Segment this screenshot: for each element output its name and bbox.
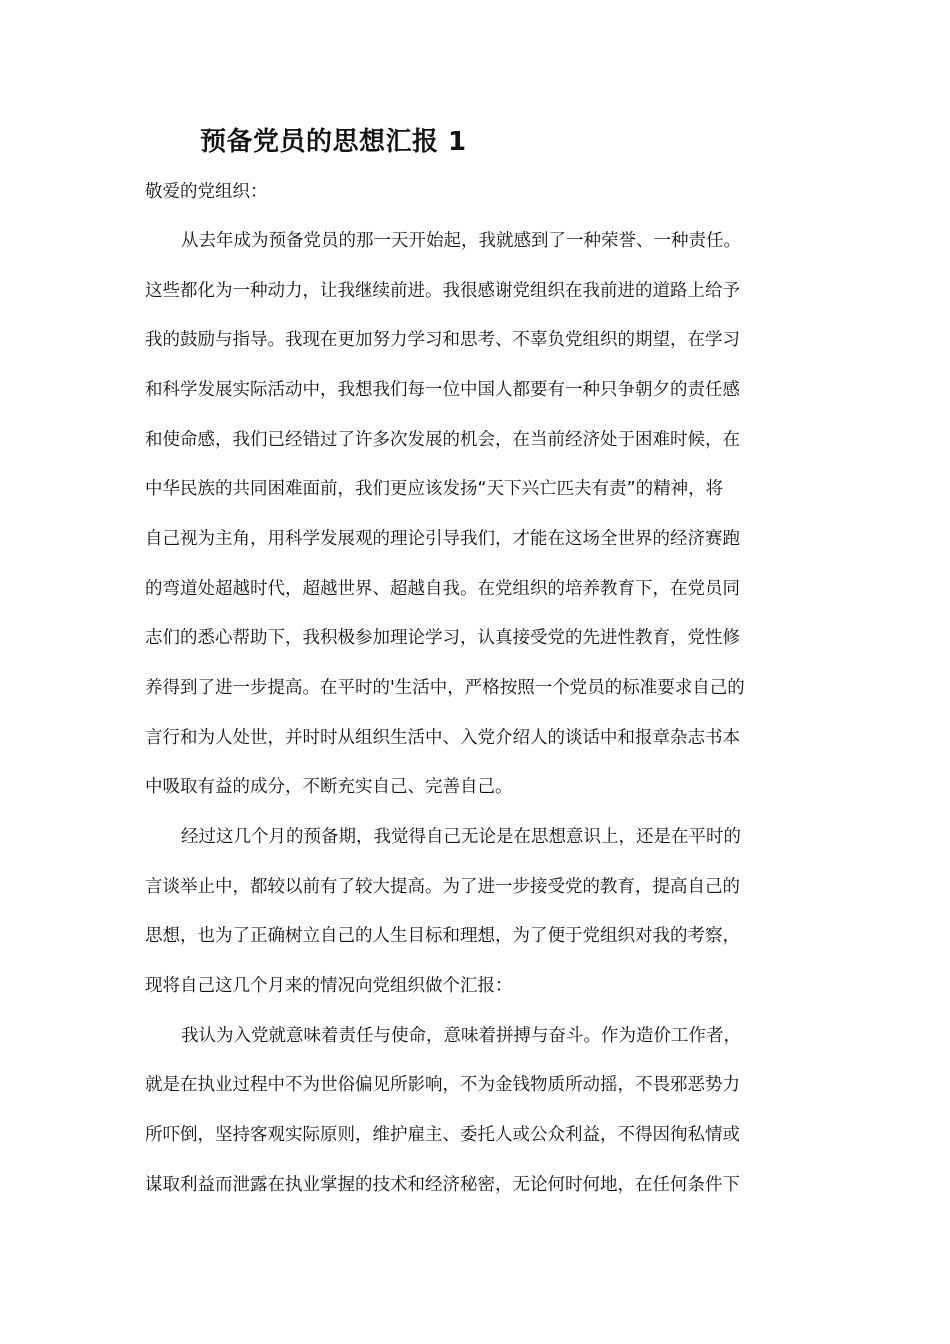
salutation: 敬爱的党组织：: [145, 182, 268, 202]
paragraph-line: 就是在执业过程中不为世俗偏见所影响，不为金钱物质所动摇，不畏邪恶势力: [145, 1075, 740, 1095]
document-title: 预备党员的思想汇报 1: [200, 127, 467, 157]
paragraph-line: 志们的悉心帮助下，我积极参加理论学习，认真接受党的先进性教育，党性修: [145, 628, 740, 648]
paragraph-line: 现将自己这几个月来的情况向党组织做个汇报：: [145, 976, 513, 996]
paragraph-line: 从去年成为预备党员的那一天开始起，我就感到了一种荣誉、一种责任。: [181, 231, 741, 251]
paragraph-line: 和科学发展实际活动中，我想我们每一位中国人都要有一种只争朝夕的责任感: [145, 380, 740, 400]
paragraph-line: 和使命感，我们已经错过了许多次发展的机会，在当前经济处于困难时候，在: [145, 430, 740, 450]
paragraph-line: 谋取利益而泄露在执业掌握的技术和经济秘密，无论何时何地，在任何条件下: [145, 1175, 740, 1195]
paragraph-line: 中华民族的共同困难面前，我们更应该发扬“天下兴亡匹夫有责”的精神，将: [145, 479, 724, 499]
paragraph-line: 经过这几个月的预备期，我觉得自己无论是在思想意识上，还是在平时的: [181, 827, 741, 847]
paragraph-line: 自己视为主角，用科学发展观的理论引导我们，才能在这场全世界的经济赛跑: [145, 529, 740, 549]
paragraph-line: 所吓倒，坚持客观实际原则，维护雇主、委托人或公众利益，不得因徇私情或: [145, 1125, 740, 1145]
paragraph-line: 养得到了进一步提高。在平时的'生活中，严格按照一个党员的标准要求自己的: [145, 678, 745, 698]
paragraph-line: 中吸取有益的成分，不断充实自己、完善自己。: [145, 777, 513, 797]
paragraph-line: 我的鼓励与指导。我现在更加努力学习和思考、不辜负党组织的期望，在学习: [145, 330, 740, 350]
paragraph-line: 言谈举止中，都较以前有了较大提高。为了进一步接受党的教育，提高自己的: [145, 877, 740, 897]
paragraph-line: 言行和为人处世，并时时从组织生活中、入党介绍人的谈话中和报章杂志书本: [145, 728, 740, 748]
paragraph-line: 我认为入党就意味着责任与使命，意味着拼搏与奋斗。作为造价工作者，: [181, 1026, 741, 1046]
paragraph-line: 的弯道处超越时代，超越世界、超越自我。在党组织的培养教育下，在党员同: [145, 579, 740, 599]
paragraph-line: 思想，也为了正确树立自己的人生目标和理想，为了便于党组织对我的考察，: [145, 926, 740, 946]
paragraph-line: 这些都化为一种动力，让我继续前进。我很感谢党组织在我前进的道路上给予: [145, 281, 740, 301]
